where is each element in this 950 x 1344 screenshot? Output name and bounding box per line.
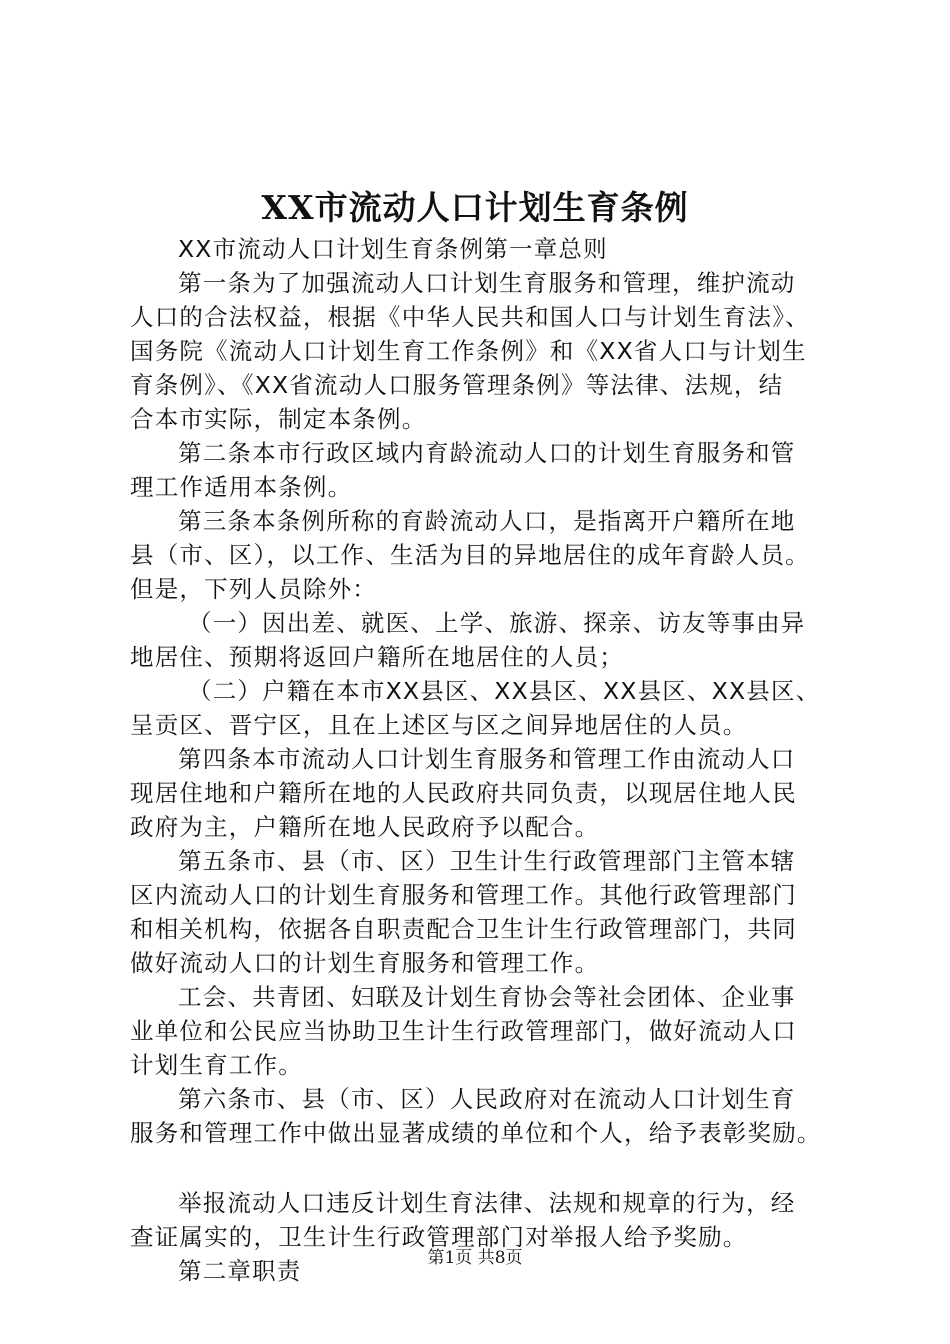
article-3-line: 第三条本条例所称的育龄流动人口，是指离开户籍所在地 (178, 507, 796, 535)
article-3-item-1: （一）因出差、就医、上学、旅游、探亲、访友等事由异 (188, 609, 806, 637)
article-3-item-2: （二）户籍在本市XX县区、XX县区、XX县区、XX县区、 (188, 677, 821, 705)
chapter-heading: XX市流动人口计划生育条例第一章总则 (178, 235, 608, 263)
article-1-line: 人口的合法权益，根据《中华人民共和国人口与计划生育法》、 (130, 303, 810, 331)
article-5-paragraph-2: 业单位和公民应当协助卫生计生行政管理部门，做好流动人口 (130, 1017, 797, 1045)
article-2-line: 理工作适用本条例。 (130, 473, 353, 501)
article-1-line: 第一条为了加强流动人口计划生育服务和管理，维护流动 (178, 269, 796, 297)
article-6-paragraph-2: 查证属实的，卫生计生行政管理部门对举报人给予奖励。 (130, 1223, 748, 1251)
article-5-line: 和相关机构，依据各自职责配合卫生计生行政管理部门，共同 (130, 915, 797, 943)
article-3-line: 县（市、区），以工作、生活为目的异地居住的成年育龄人员。 (130, 541, 810, 569)
paragraph-gap (130, 1150, 830, 1186)
article-5-paragraph-2: 计划生育工作。 (130, 1051, 303, 1079)
document-body (130, 232, 830, 1288)
article-1-line: 国务院《流动人口计划生育工作条例》和《XX省人口与计划生 (130, 337, 807, 365)
article-4-line: 第四条本市流动人口计划生育服务和管理工作由流动人口 (178, 745, 796, 773)
article-1-line: 合本市实际，制定本条例。 (130, 405, 427, 433)
article-6-line: 服务和管理工作中做出显著成绩的单位和个人，给予表彰奖励。 (130, 1119, 822, 1147)
article-3-item-2: 呈贡区、晋宁区，且在上述区与区之间异地居住的人员。 (130, 711, 748, 739)
article-2-line: 第二条本市行政区域内育龄流动人口的计划生育服务和管 (178, 439, 796, 467)
page-number: 第1页 共8页 (427, 1248, 523, 1268)
article-4-line: 政府为主，户籍所在地人民政府予以配合。 (130, 813, 600, 841)
document-title: XX市流动人口计划生育条例 (261, 188, 689, 227)
article-3-line: 但是，下列人员除外： (130, 575, 377, 603)
article-6-paragraph-2: 举报流动人口违反计划生育法律、法规和规章的行为，经 (178, 1189, 796, 1217)
article-6-line: 第六条市、县（市、区）人民政府对在流动人口计划生育 (178, 1085, 796, 1113)
article-3-item-1: 地居住、预期将返回户籍所在地居住的人员； (130, 643, 624, 671)
chapter-heading: 第二章职责 (178, 1257, 302, 1285)
article-5-line: 第五条市、县（市、区）卫生计生行政管理部门主管本辖 (178, 847, 796, 875)
article-4-line: 现居住地和户籍所在地的人民政府共同负责，以现居住地人民 (130, 779, 797, 807)
article-5-paragraph-2: 工会、共青团、妇联及计划生育协会等社会团体、企业事 (178, 983, 796, 1011)
article-5-line: 做好流动人口的计划生育服务和管理工作。 (130, 949, 600, 977)
article-1-line: 育条例》、《XX省流动人口服务管理条例》等法律、法规，结 (130, 371, 784, 399)
article-5-line: 区内流动人口的计划生育服务和管理工作。其他行政管理部门 (130, 881, 797, 909)
